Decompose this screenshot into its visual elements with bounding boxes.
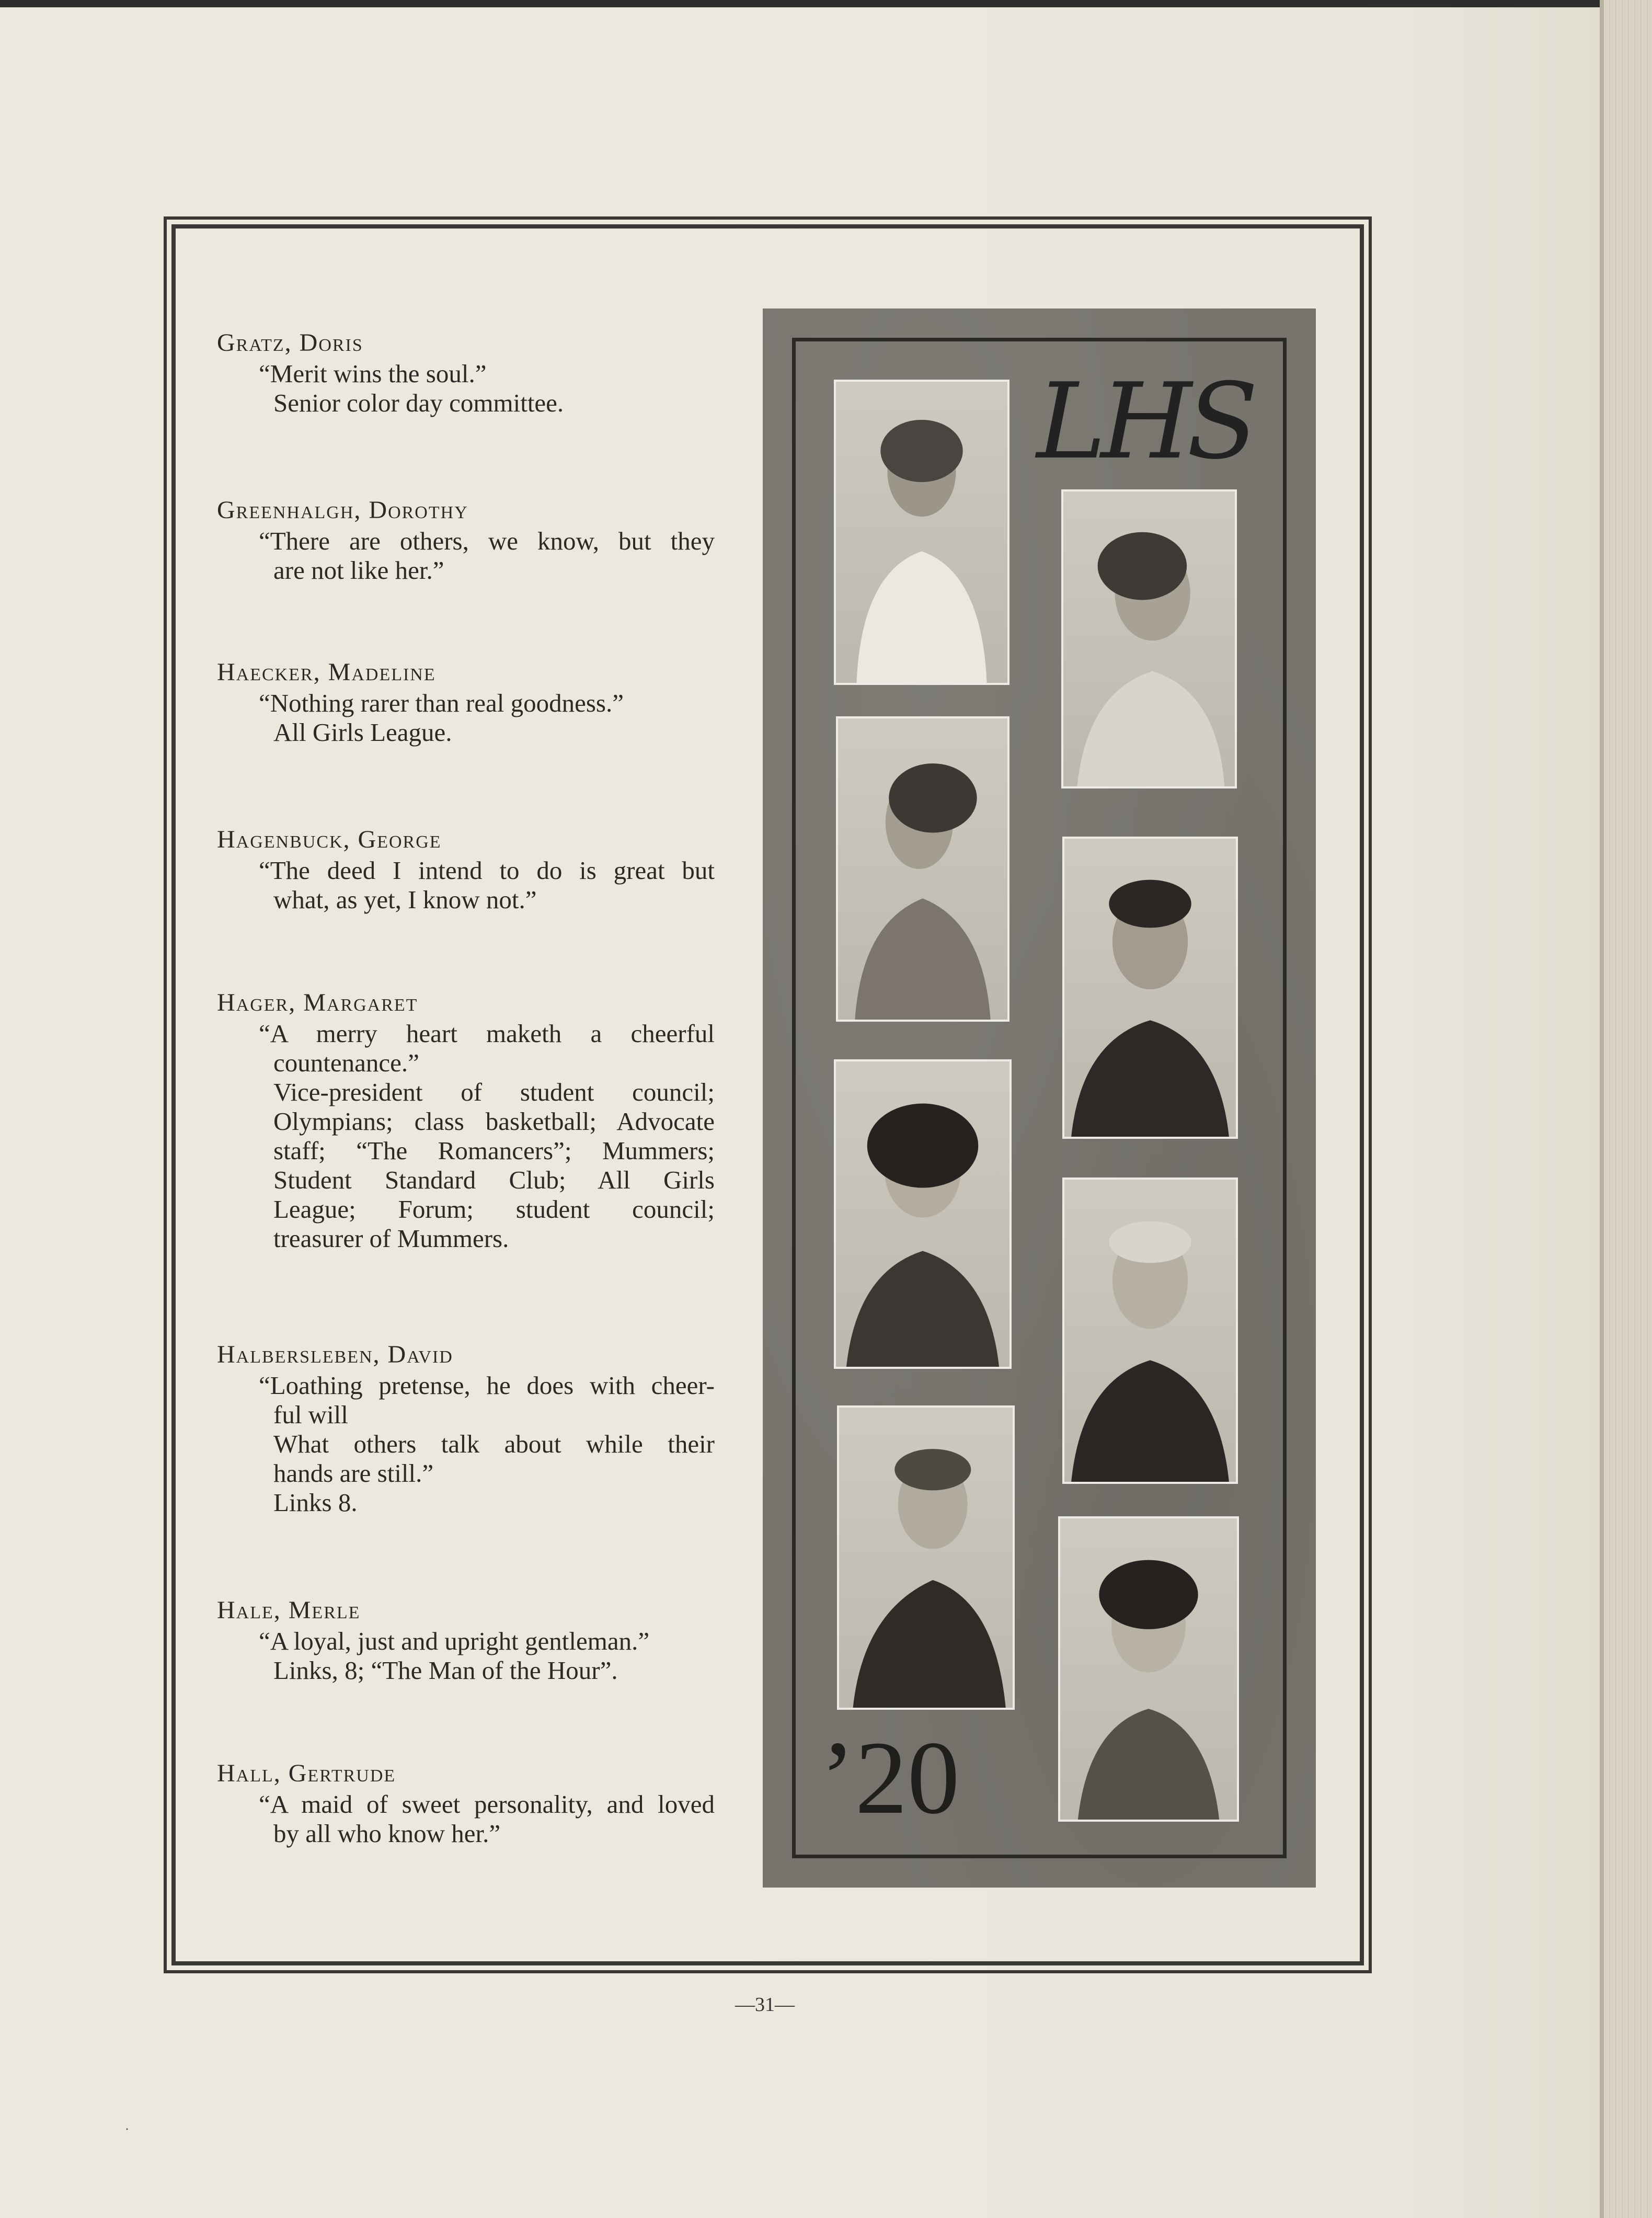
- entry-activity-line: Student Standard Club; All Girls: [273, 1165, 715, 1194]
- entry-activity-line: Links 8.: [273, 1488, 358, 1517]
- entry-name: Hale, Merle: [217, 1596, 361, 1624]
- entry-hall: [217, 1759, 729, 1848]
- portrait-photo-2: [1061, 489, 1237, 788]
- entry-quote-line: What others talk about while their: [273, 1430, 715, 1458]
- portrait-photo-5: [834, 1059, 1012, 1369]
- entry-activity-line: Links, 8; “The Man of the Hour”.: [273, 1656, 618, 1685]
- entry-activity-line: Vice-president of student council;: [273, 1078, 715, 1106]
- entry-quote-line: “Merit wins the soul.”: [259, 359, 487, 388]
- entry-activity-line: treasurer of Mummers.: [273, 1224, 509, 1253]
- entry-haecker: [217, 658, 729, 747]
- entry-name: Hagenbuck, George: [217, 826, 442, 853]
- portrait-photo-6: [1062, 1177, 1238, 1484]
- entry-hager: [217, 988, 729, 1253]
- entry-name: Gratz, Doris: [217, 329, 363, 357]
- portrait-panel: [763, 308, 1316, 1888]
- portrait-photo-3: [836, 716, 1009, 1022]
- entry-gratz: [217, 328, 729, 418]
- portrait-photo-4: [1062, 837, 1238, 1139]
- entry-halbersleben: [217, 1340, 729, 1517]
- entry-quote-line: “A loyal, just and upright gentleman.”: [259, 1627, 650, 1655]
- entry-quote-line: hands are still.”: [273, 1459, 434, 1488]
- entry-quote-line: by all who know her.”: [273, 1819, 501, 1848]
- page-number: —31—: [735, 1994, 795, 2016]
- entry-activity-line: League; Forum; student council;: [273, 1195, 715, 1224]
- entry-quote-line: ful will: [273, 1400, 348, 1429]
- entry-quote-line: “A merry heart maketh a cheerful: [259, 1019, 715, 1048]
- entry-activity-line: All Girls League.: [273, 718, 452, 747]
- portrait-photo-8: [1058, 1516, 1239, 1822]
- entry-greenhalgh: [217, 496, 729, 585]
- paper-spot: ˙: [124, 2125, 130, 2142]
- entry-quote-line: “The deed I intend to do is great but: [259, 856, 715, 885]
- entry-name: Hall, Gertrude: [217, 1759, 396, 1787]
- entry-quote-line: “Nothing rarer than real goodness.”: [259, 689, 624, 717]
- entry-quote-line: “There are others, we know, but they: [259, 527, 715, 555]
- entry-name: Halbersleben, David: [217, 1341, 453, 1368]
- entry-activity-line: Senior color day committee.: [273, 388, 564, 417]
- entry-hale: [217, 1596, 729, 1685]
- portrait-photo-7: [837, 1405, 1015, 1710]
- entry-quote-line: “A maid of sweet personality, and loved: [259, 1790, 715, 1819]
- entry-name: Greenhalgh, Dorothy: [217, 496, 468, 524]
- entry-name: Haecker, Madeline: [217, 658, 436, 686]
- book-page-edges: [1600, 0, 1652, 2218]
- entry-quote-line: are not like her.”: [273, 556, 444, 585]
- portrait-photo-1: [834, 380, 1009, 685]
- entry-quote-line: “Loathing pretense, he does with cheer-: [259, 1371, 715, 1400]
- school-monogram: LHS: [1036, 361, 1253, 483]
- entry-activity-line: Olympians; class basketball; Advocate: [273, 1107, 715, 1136]
- entry-name: Hager, Margaret: [217, 989, 418, 1016]
- book-edge-top: [0, 0, 1652, 7]
- entry-quote-line: what, as yet, I know not.”: [273, 885, 537, 914]
- entry-hagenbuck: [217, 825, 729, 914]
- class-year: ’20: [820, 1720, 960, 1836]
- entry-quote-line: countenance.”: [273, 1048, 419, 1077]
- entry-activity-line: staff; “The Romancers”; Mummers;: [273, 1136, 715, 1165]
